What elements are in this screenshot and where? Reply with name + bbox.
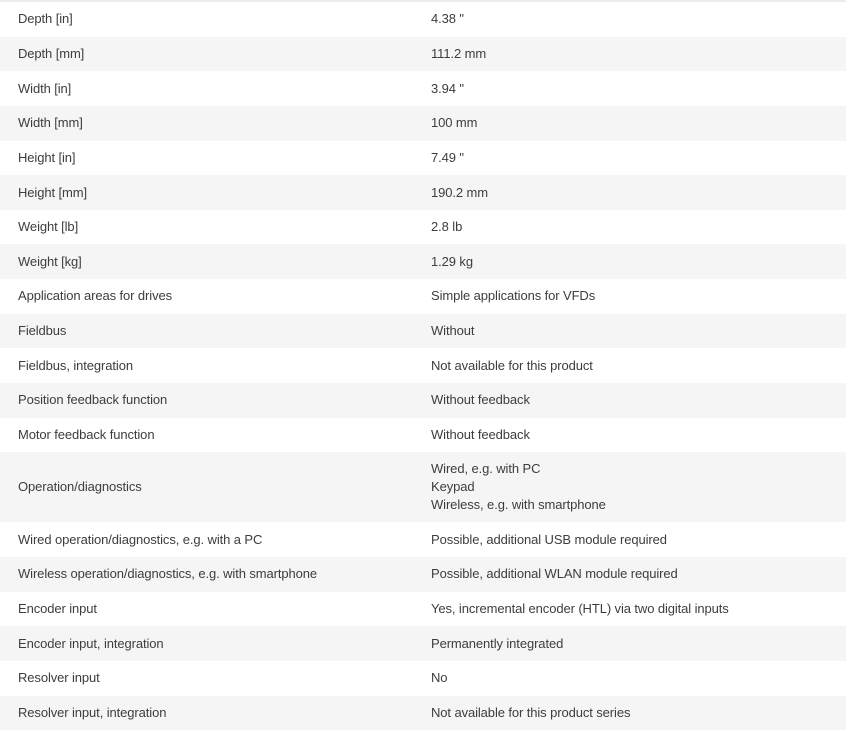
spec-value-line: No <box>431 670 448 686</box>
table-row <box>0 2 846 37</box>
spec-value <box>431 322 846 340</box>
spec-label: Depth [in] <box>18 11 73 27</box>
spec-label: Position feedback function <box>18 392 168 408</box>
spec-value <box>431 184 846 202</box>
spec-label: Wired operation/diagnostics, e.g. with a PC <box>18 531 263 547</box>
spec-value <box>431 45 846 63</box>
spec-value <box>431 565 846 583</box>
spec-label: Wireless operation/diagnostics, e.g. with smartphone <box>18 566 318 582</box>
spec-label: Width [in] <box>18 80 72 96</box>
spec-value-line: 190.2 mm <box>431 184 489 200</box>
spec-value-line: Wired, e.g. with PC <box>431 461 541 477</box>
table-row <box>0 141 846 176</box>
spec-value-line: Wireless, e.g. with smartphone <box>431 497 606 513</box>
spec-label: Depth [mm] <box>18 45 85 61</box>
table-row <box>0 383 846 418</box>
spec-value <box>431 704 846 722</box>
spec-value-line: Without feedback <box>431 427 530 442</box>
spec-value <box>431 80 846 98</box>
spec-value <box>431 391 846 409</box>
spec-label: Application areas for drives <box>18 288 173 304</box>
spec-label: Encoder input <box>18 600 97 616</box>
spec-value <box>431 149 846 167</box>
table-row <box>0 106 846 141</box>
spec-label: Weight [kg] <box>18 253 82 269</box>
spec-value-line: Possible, additional WLAN module required <box>431 566 678 582</box>
table-row <box>0 452 846 522</box>
spec-label: Resolver input <box>18 670 100 686</box>
spec-value-line: 100 mm <box>431 115 478 131</box>
spec-value-line: Yes, incremental encoder (HTL) via two digital inputs <box>431 600 729 616</box>
spec-label: Fieldbus <box>18 323 67 339</box>
spec-value-line: 4.38 " <box>431 11 464 27</box>
table-row <box>0 314 846 349</box>
spec-value <box>431 460 846 514</box>
spec-value-line: Without feedback <box>431 392 530 408</box>
spec-value <box>431 531 846 549</box>
spec-value-line: 111.2 mm <box>431 45 487 61</box>
spec-label: Encoder input, integration <box>18 635 164 651</box>
spec-label: Fieldbus, integration <box>18 357 133 373</box>
spec-label: Height [in] <box>18 149 76 165</box>
spec-value-line: 1.29 kg <box>431 253 473 269</box>
table-row <box>0 279 846 314</box>
spec-label: Width [mm] <box>18 115 83 131</box>
spec-value <box>431 426 846 444</box>
table-row <box>0 348 846 383</box>
spec-label: Resolver input, integration <box>18 704 167 720</box>
spec-value <box>431 635 846 653</box>
spec-label: Height [mm] <box>18 184 87 200</box>
spec-value-line: Simple applications for VFDs <box>431 288 596 304</box>
spec-value-line: Permanently integrated <box>431 635 564 651</box>
spec-value-line: 2.8 lb <box>431 219 463 235</box>
spec-value <box>431 600 846 618</box>
spec-label: Operation/diagnostics <box>18 479 142 495</box>
spec-label: Motor feedback function <box>18 427 155 442</box>
spec-value-line: 3.94 " <box>431 80 464 96</box>
spec-value <box>431 669 846 687</box>
spec-value <box>431 114 846 132</box>
spec-value-line: Not available for this product series <box>431 704 631 720</box>
spec-value-line: Without <box>431 323 475 339</box>
table-row <box>0 37 846 72</box>
table-row <box>0 696 846 731</box>
table-row <box>0 557 846 592</box>
table-row <box>0 592 846 627</box>
table-row <box>0 71 846 106</box>
table-row <box>0 244 846 279</box>
spec-value <box>431 357 846 375</box>
spec-label: Weight [lb] <box>18 219 79 235</box>
spec-value <box>431 10 846 28</box>
table-row <box>0 210 846 245</box>
spec-value-line: 7.49 " <box>431 149 464 165</box>
table-row <box>0 418 846 453</box>
table-row <box>0 626 846 661</box>
table-row <box>0 175 846 210</box>
table-row <box>0 522 846 557</box>
spec-value <box>431 253 846 271</box>
table-row <box>0 661 846 696</box>
spec-value <box>431 287 846 305</box>
spec-value-line: Not available for this product <box>431 357 593 373</box>
spec-value-line: Keypad <box>431 479 475 495</box>
spec-value <box>431 218 846 236</box>
spec-value-line: Possible, additional USB module required <box>431 531 667 547</box>
